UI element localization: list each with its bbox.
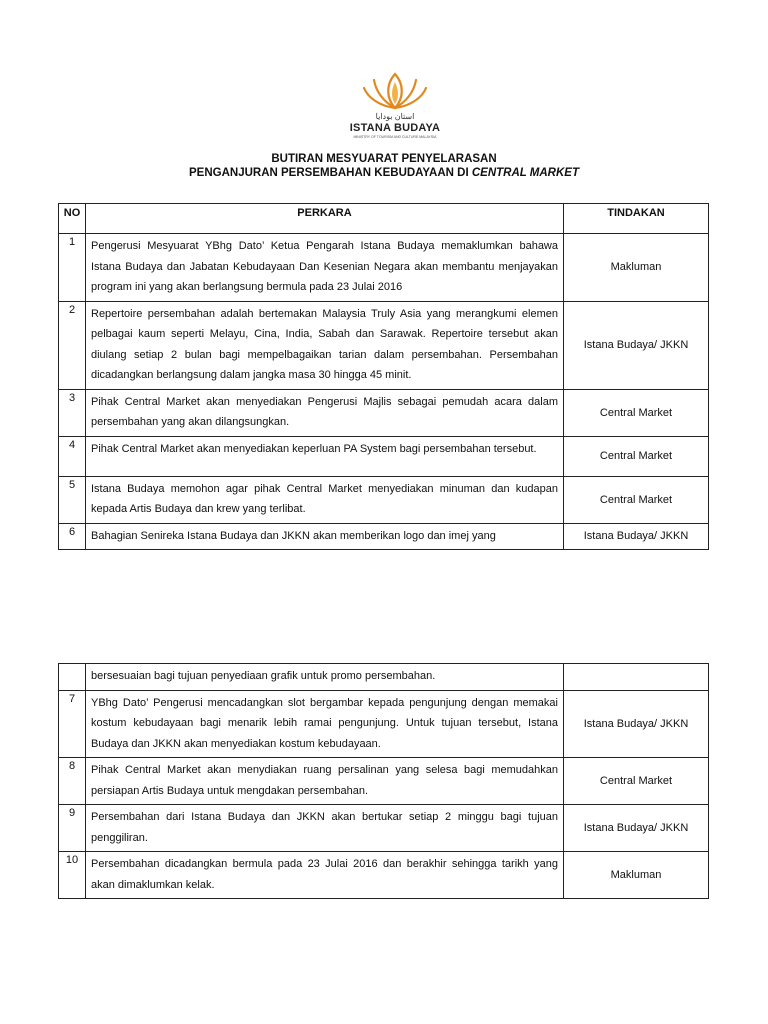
- row-number: 3: [59, 389, 86, 436]
- row-tindakan: Central Market: [564, 436, 709, 476]
- table-row: [59, 389, 709, 436]
- title-line-2-italic: CENTRAL MARKET: [471, 167, 579, 179]
- row-number: 10: [59, 852, 86, 899]
- row-tindakan: Istana Budaya/ JKKN: [564, 523, 709, 550]
- row-number: [59, 664, 86, 691]
- table-row: [59, 690, 709, 758]
- title-line-1: BUTIRAN MESYUARAT PENYELARASAN: [271, 153, 497, 165]
- table-row: [59, 758, 709, 805]
- row-tindakan: [564, 664, 709, 691]
- lotus-emblem-icon: [360, 70, 430, 112]
- row-perkara: YBhg Dato’ Pengerusi mencadangkan slot bergambar kepada pengunjung dengan memakai kostum kebudayaan bagi menarik lebih ramai pengunjung. Untuk tujuan tersebut, Istana Budaya dan JKKN akan menyediakan kostum kebudayaan.: [86, 690, 564, 758]
- row-number: 2: [59, 301, 86, 389]
- row-number: 1: [59, 234, 86, 302]
- table-row: [59, 234, 709, 302]
- row-number: 7: [59, 690, 86, 758]
- row-number: 8: [59, 758, 86, 805]
- row-perkara: Pihak Central Market akan menyediakan keperluan PA System bagi persembahan tersebut.: [86, 436, 564, 476]
- table-row: [59, 852, 709, 899]
- table-row: [59, 301, 709, 389]
- logo-subtitle: MINISTRY OF TOURISM AND CULTURE MALAYSIA: [353, 135, 437, 139]
- logo-jawi-text: استان بودايا: [375, 112, 415, 121]
- row-number: 5: [59, 476, 86, 523]
- header-no: NO: [59, 204, 86, 234]
- row-tindakan: Central Market: [564, 389, 709, 436]
- row-tindakan: Makluman: [564, 234, 709, 302]
- istana-budaya-logo: [340, 70, 450, 145]
- row-tindakan: Central Market: [564, 758, 709, 805]
- table-row: [59, 805, 709, 852]
- document-title: [0, 152, 768, 180]
- row-perkara: Pihak Central Market akan menyediakan Pengerusi Majlis sebagai pemudah acara dalam persembahan yang akan dilangsungkan.: [86, 389, 564, 436]
- row-perkara: Istana Budaya memohon agar pihak Central Market menyediakan minuman dan kudapan kepada Artis Budaya dan krew yang terlibat.: [86, 476, 564, 523]
- title-line-2-text: PENGANJURAN PERSEMBAHAN KEBUDAYAAN DI: [189, 167, 472, 179]
- title-line-2: [0, 166, 768, 180]
- row-perkara: Persembahan dari Istana Budaya dan JKKN akan bertukar setiap 2 minggu bagi tujuan penggiliran.: [86, 805, 564, 852]
- header-tindakan: TINDAKAN: [564, 204, 709, 234]
- row-perkara: Persembahan dicadangkan bermula pada 23 Julai 2016 dan berakhir sehingga tarikh yang akan dimaklumkan kelak.: [86, 852, 564, 899]
- row-perkara: Pihak Central Market akan menydiakan ruang persalinan yang selesa bagi memudahkan persiapan Artis Budaya untuk mengdakan persembahan.: [86, 758, 564, 805]
- minutes-table-page-2: [58, 663, 709, 899]
- row-number: 9: [59, 805, 86, 852]
- table-row: [59, 476, 709, 523]
- row-tindakan: Istana Budaya/ JKKN: [564, 301, 709, 389]
- minutes-table-page-1: [58, 203, 709, 550]
- row-tindakan: Central Market: [564, 476, 709, 523]
- table-row: [59, 664, 709, 691]
- row-tindakan: Istana Budaya/ JKKN: [564, 690, 709, 758]
- logo-name: ISTANA BUDAYA: [349, 122, 441, 134]
- row-number: 6: [59, 523, 86, 550]
- row-perkara: Repertoire persembahan adalah bertemakan Malaysia Truly Asia yang merangkumi elemen pelbagai kaum seperti Melayu, Cina, India, Sabah dan Sarawak. Repertoire tersebut akan diulang setiap 2 bulan bagi mempelbagaikan tarian dalam persembahan. Persembahan dicadangkan berlangsung dalam jangka masa 30 hingga 45 minit.: [86, 301, 564, 389]
- table-row: [59, 436, 709, 476]
- row-perkara: Pengerusi Mesyuarat YBhg Dato’ Ketua Pengarah Istana Budaya memaklumkan bahawa Istana Budaya dan Jabatan Kebudayaan Dan Kesenian Negara akan membantu menjayakan program ini yang akan berlangsung bermula pada 23 Julai 2016: [86, 234, 564, 302]
- header-perkara: PERKARA: [86, 204, 564, 234]
- row-perkara: Bahagian Senireka Istana Budaya dan JKKN akan memberikan logo dan imej yang: [86, 523, 564, 550]
- table-header-row: [59, 204, 709, 234]
- row-perkara: bersesuaian bagi tujuan penyediaan grafik untuk promo persembahan.: [86, 664, 564, 691]
- row-number: 4: [59, 436, 86, 476]
- table-row: [59, 523, 709, 550]
- row-tindakan: Istana Budaya/ JKKN: [564, 805, 709, 852]
- row-tindakan: Makluman: [564, 852, 709, 899]
